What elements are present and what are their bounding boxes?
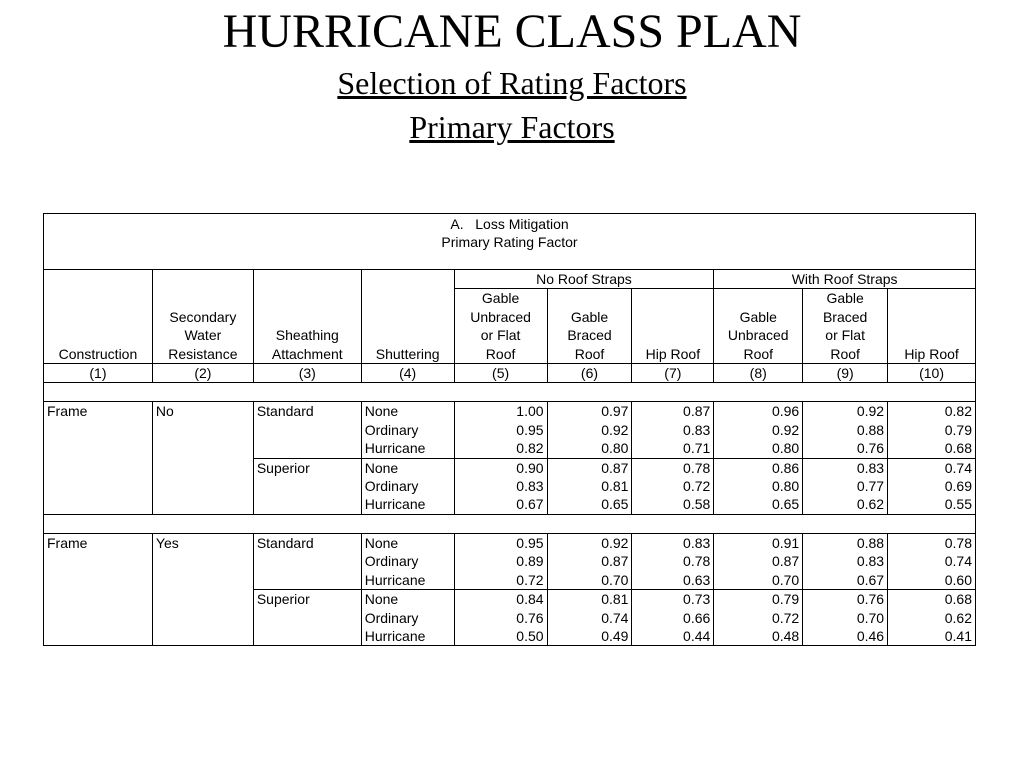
factor-value: 0.76	[856, 591, 885, 608]
header-col6	[547, 289, 632, 364]
header-col10: Hip Roof	[888, 289, 976, 364]
factor-value: 0.83	[683, 421, 711, 438]
factor-cell-c8	[714, 458, 803, 514]
construction-cell: Frame	[44, 402, 153, 514]
header-text: Roof	[485, 345, 516, 362]
col-number: (3)	[253, 364, 361, 383]
factor-value: 0.89	[516, 553, 544, 570]
factor-value: 0.87	[771, 553, 800, 570]
factor-cell-c10	[888, 458, 976, 514]
factor-value: 0.55	[944, 496, 972, 513]
factor-value: 0.69	[944, 478, 972, 495]
factor-value: 0.74	[944, 553, 972, 570]
factor-value: 0.92	[856, 403, 885, 420]
shuttering-value: None	[364, 591, 399, 608]
factor-value: 0.68	[944, 440, 972, 457]
factor-value: 0.44	[683, 627, 711, 644]
shuttering-value: Hurricane	[364, 571, 426, 588]
factor-value: 0.70	[771, 571, 800, 588]
header-text: or Flat	[825, 327, 865, 344]
factor-cell-c7	[632, 533, 714, 589]
factor-value: 0.88	[856, 421, 885, 438]
header-secondary-water-resistance	[152, 270, 253, 364]
header-col9	[803, 289, 888, 364]
header-text: Unbraced	[727, 327, 789, 344]
group-header-row	[44, 270, 976, 289]
factor-value: 0.95	[516, 534, 544, 551]
factor-cell-c5	[454, 402, 547, 458]
sheathing-cell: Superior	[253, 590, 361, 646]
factor-value: 0.82	[516, 440, 544, 457]
header-text: Roof	[743, 345, 774, 362]
factor-value: 0.92	[601, 421, 629, 438]
column-number-row	[44, 364, 976, 383]
factor-value: 0.95	[516, 421, 544, 438]
factor-value: 0.62	[856, 496, 885, 513]
factor-value: 0.74	[601, 609, 629, 626]
shuttering-cell	[361, 402, 454, 458]
factor-value: 0.67	[516, 496, 544, 513]
factor-cell-c10	[888, 402, 976, 458]
factor-value: 0.76	[856, 440, 885, 457]
header-sheathing-attachment	[253, 270, 361, 364]
factor-value: 0.77	[856, 478, 885, 495]
sheathing-cell: Superior	[253, 458, 361, 514]
factor-value: 0.83	[683, 534, 711, 551]
factor-value: 0.87	[601, 459, 629, 476]
factor-value: 0.81	[601, 591, 629, 608]
col-number: (1)	[44, 364, 153, 383]
factor-value: 0.70	[601, 571, 629, 588]
header-col7: Hip Roof	[632, 289, 714, 364]
factor-cell-c10	[888, 590, 976, 646]
factor-value: 0.58	[683, 496, 711, 513]
factor-cell-c8	[714, 402, 803, 458]
header-text: Roof	[574, 345, 605, 362]
section-title: A. Loss Mitigation	[450, 216, 569, 232]
factor-cell-c6	[547, 402, 632, 458]
factor-cell-c8	[714, 533, 803, 589]
factor-value: 0.86	[771, 459, 800, 476]
shuttering-value: None	[364, 459, 399, 476]
shuttering-cell	[361, 533, 454, 589]
factor-value: 0.92	[601, 534, 629, 551]
header-text: Attachment	[271, 345, 343, 362]
factor-value: 0.84	[516, 591, 544, 608]
header-text: Secondary	[169, 308, 237, 325]
factor-value: 0.72	[771, 609, 800, 626]
construction-cell: Frame	[44, 533, 153, 645]
factor-cell-c9	[803, 590, 888, 646]
factor-value: 0.72	[516, 571, 544, 588]
header-text: Sheathing	[275, 327, 339, 344]
factor-value: 0.79	[771, 591, 800, 608]
page-subtitle: Selection of Rating Factors	[337, 65, 687, 101]
title-block	[0, 0, 1024, 147]
factor-value: 0.65	[771, 496, 800, 513]
col-number: (7)	[632, 364, 714, 383]
col-number: (6)	[547, 364, 632, 383]
col-number: (9)	[803, 364, 888, 383]
factor-cell-c7	[632, 402, 714, 458]
factor-value: 0.48	[771, 627, 800, 644]
page-subtitle-secondary: Primary Factors	[409, 109, 615, 145]
factor-value: 0.67	[856, 571, 885, 588]
header-text: Gable	[826, 290, 864, 307]
shuttering-value: None	[364, 534, 399, 551]
factor-cell-c5	[454, 533, 547, 589]
section-header-row	[44, 214, 976, 270]
col-number: (4)	[361, 364, 454, 383]
header-text: Water	[184, 327, 222, 344]
factor-value: 0.80	[771, 478, 800, 495]
spacer-row	[44, 514, 976, 533]
factor-cell-c5	[454, 590, 547, 646]
header-text: Braced	[822, 308, 868, 325]
shuttering-value: None	[364, 403, 399, 420]
col-number: (8)	[714, 364, 803, 383]
factor-cell-c5	[454, 458, 547, 514]
header-col8	[714, 289, 803, 364]
shuttering-value: Hurricane	[364, 627, 426, 644]
factor-cell-c7	[632, 590, 714, 646]
shuttering-value: Ordinary	[364, 421, 419, 438]
header-text: Gable	[739, 308, 777, 325]
factor-value: 0.63	[683, 571, 711, 588]
factor-value: 0.83	[856, 553, 885, 570]
factor-value: 0.87	[683, 403, 711, 420]
rating-factor-table	[43, 213, 976, 646]
factor-value: 0.49	[601, 627, 629, 644]
factor-value: 0.88	[856, 534, 885, 551]
header-construction: Construction	[44, 270, 153, 364]
group-with-roof-straps: With Roof Straps	[714, 270, 976, 289]
factor-cell-c9	[803, 533, 888, 589]
header-text: or Flat	[480, 327, 521, 344]
factor-value: 0.96	[771, 403, 800, 420]
spacer-row	[44, 383, 976, 402]
factor-cell-c8	[714, 590, 803, 646]
factor-value: 0.82	[944, 403, 972, 420]
factor-value: 0.83	[516, 478, 544, 495]
factor-value: 0.83	[856, 459, 885, 476]
factor-value: 0.41	[944, 627, 972, 644]
factor-value: 0.73	[683, 591, 711, 608]
factor-value: 0.71	[683, 440, 711, 457]
factor-value: 0.78	[944, 534, 972, 551]
sheathing-cell: Standard	[253, 402, 361, 458]
table-row	[44, 402, 976, 458]
factor-cell-c9	[803, 458, 888, 514]
factor-value: 0.65	[601, 496, 629, 513]
factor-value: 0.76	[516, 609, 544, 626]
table-row	[44, 533, 976, 589]
factor-value: 0.87	[601, 553, 629, 570]
water-resistance-cell: No	[152, 402, 253, 514]
shuttering-value: Hurricane	[364, 440, 426, 457]
shuttering-cell	[361, 590, 454, 646]
sheathing-cell: Standard	[253, 533, 361, 589]
factor-value: 0.62	[944, 609, 972, 626]
factor-cell-c7	[632, 458, 714, 514]
col-number: (5)	[454, 364, 547, 383]
factor-value: 0.90	[516, 459, 544, 476]
factor-value: 0.79	[944, 421, 972, 438]
header-text: Resistance	[168, 345, 238, 362]
factor-value: 0.78	[683, 553, 711, 570]
group-no-roof-straps: No Roof Straps	[454, 270, 714, 289]
header-text: Roof	[830, 345, 860, 362]
header-shuttering: Shuttering	[361, 270, 454, 364]
shuttering-value: Hurricane	[364, 496, 426, 513]
shuttering-cell	[361, 458, 454, 514]
spacer-cell	[44, 514, 976, 533]
col-number: (10)	[888, 364, 976, 383]
page-title: HURRICANE CLASS PLAN	[222, 5, 802, 58]
factor-value: 1.00	[516, 403, 544, 420]
shuttering-value: Ordinary	[364, 609, 419, 626]
header-text: Gable	[481, 290, 520, 307]
factor-value: 0.80	[601, 440, 629, 457]
factor-value: 0.97	[601, 403, 629, 420]
factor-value: 0.66	[683, 609, 711, 626]
col-number: (2)	[152, 364, 253, 383]
factor-value: 0.92	[771, 421, 800, 438]
factor-value: 0.46	[856, 627, 885, 644]
factor-value: 0.72	[683, 478, 711, 495]
section-header	[44, 214, 976, 270]
factor-cell-c10	[888, 533, 976, 589]
factor-value: 0.78	[683, 459, 711, 476]
water-resistance-cell: Yes	[152, 533, 253, 645]
factor-value: 0.81	[601, 478, 629, 495]
factor-value: 0.68	[944, 591, 972, 608]
header-text: Braced	[567, 327, 612, 344]
header-text: Gable	[570, 308, 609, 325]
factor-value: 0.50	[516, 627, 544, 644]
section-subtitle: Primary Rating Factor	[441, 234, 578, 251]
factor-value: 0.74	[944, 459, 972, 476]
factor-value: 0.91	[771, 534, 800, 551]
factor-cell-c6	[547, 590, 632, 646]
factor-value: 0.80	[771, 440, 800, 457]
shuttering-value: Ordinary	[364, 478, 419, 495]
factor-cell-c6	[547, 533, 632, 589]
spacer-cell	[44, 383, 976, 402]
factor-cell-c6	[547, 458, 632, 514]
header-text: Unbraced	[470, 308, 531, 325]
factor-value: 0.70	[856, 609, 885, 626]
shuttering-value: Ordinary	[364, 553, 419, 570]
header-col5	[454, 289, 547, 364]
factor-value: 0.60	[944, 571, 972, 588]
factor-cell-c9	[803, 402, 888, 458]
